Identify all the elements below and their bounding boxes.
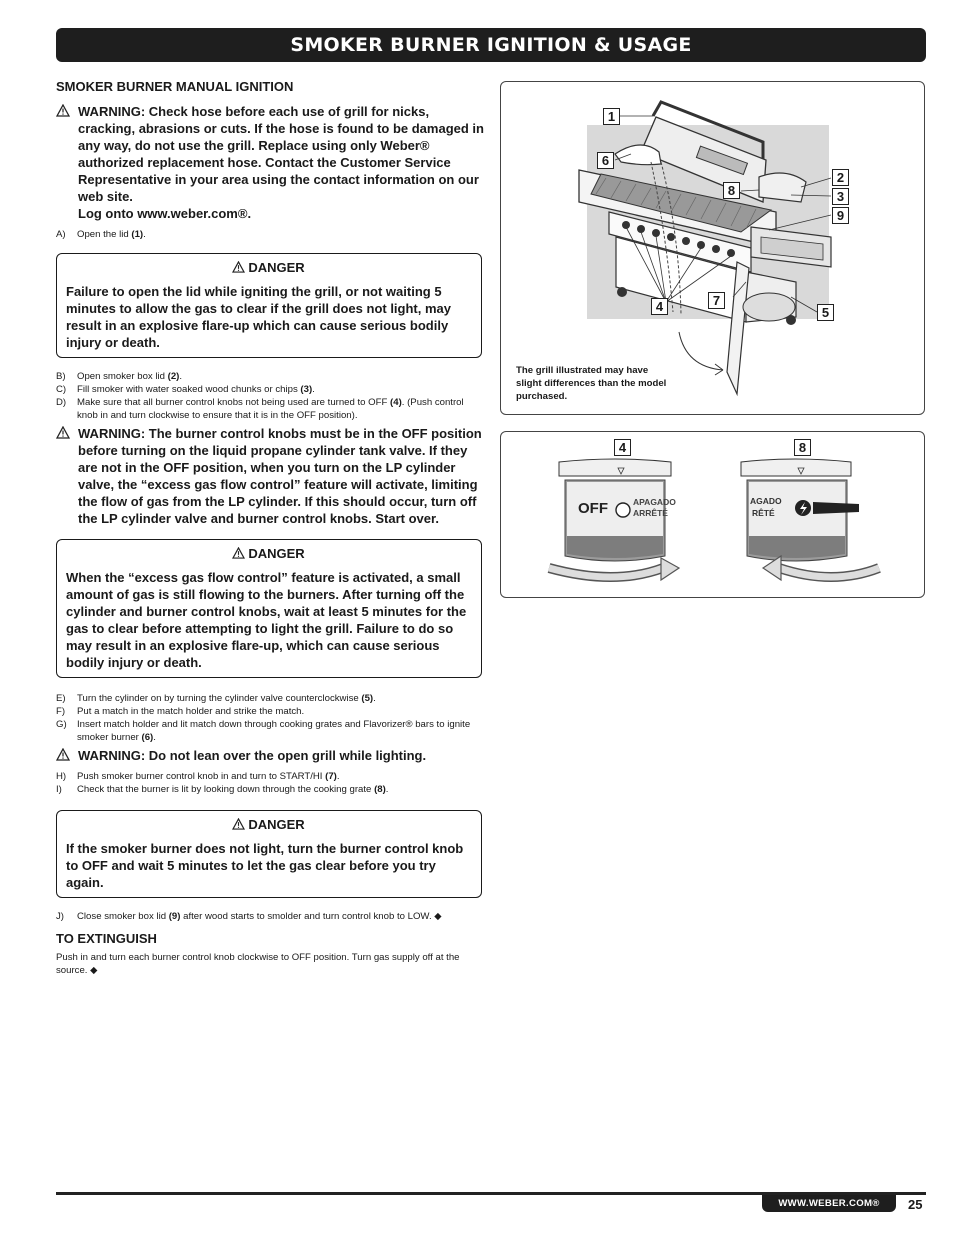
grill-illustration-figure xyxy=(500,81,925,415)
warning-triangle-icon xyxy=(56,748,70,761)
warning-triangle-icon xyxy=(232,547,245,559)
warning-lean-text: WARNING: Do not lean over the open grill while lighting. xyxy=(78,748,427,763)
step-text: Open smoker box lid xyxy=(77,371,168,382)
page-number: 25 xyxy=(908,1197,923,1212)
step-label: F) xyxy=(56,706,66,717)
step-end: . xyxy=(385,784,389,795)
step-ref: (3) xyxy=(300,384,313,395)
figure-note: The grill illustrated may have slight differences than the model purchased. xyxy=(516,365,667,402)
step-text: Fill smoker with water soaked wood chunks or chips xyxy=(77,384,301,395)
page-title: SMOKER BURNER IGNITION & USAGE xyxy=(290,34,692,56)
step-end: . xyxy=(143,229,146,240)
step-label: A) xyxy=(56,229,66,240)
knob-off-arrete: ARRÊTÉ xyxy=(633,508,668,518)
step-text: Turn the cylinder on by turning the cylinder valve counterclockwise xyxy=(77,693,362,704)
step-ref: (2) xyxy=(167,371,180,382)
step-end: after wood starts to smolder and turn control knob to LOW. ◆ xyxy=(180,911,442,922)
callout-6: 6 xyxy=(597,152,614,169)
step-label: J) xyxy=(56,911,64,922)
warning-knobs-text: WARNING: The burner control knobs must be in the OFF position before turning on the liquid propane cylinder tank valve. If they are not in the OFF position, when you turn on the LP cylinder valve, the “excess gas flow control” feature will activate, limiting the flow of gas from the LP cylinder. If this should occur, turn off the LP cylinder valve and burner control knobs. Start over. xyxy=(78,426,482,526)
section-title-manual-ignition: SMOKER BURNER MANUAL IGNITION xyxy=(56,79,294,94)
danger-heading-text: DANGER xyxy=(248,546,305,561)
instructions-column xyxy=(56,78,484,977)
danger-heading xyxy=(66,816,471,833)
warning-triangle-icon xyxy=(232,261,245,273)
callout-4: 4 xyxy=(651,298,668,315)
step-end: . xyxy=(179,371,183,382)
knob-start-rete: RÊTÉ xyxy=(752,508,775,518)
danger-box-lid xyxy=(56,253,482,358)
step-e xyxy=(56,692,484,705)
danger-text: When the “excess gas flow control” feature is activated, a small amount of gas is still flowing to the burners. After turning off the cylinder and burner control knobs, wait at least 5 minutes for the gas to clear before attempting to light the grill. Failure to do so may result in an explosive flare-up, which can cause serious bodily injury or death. xyxy=(66,570,467,670)
warning-triangle-icon xyxy=(232,818,245,830)
step-label: I) xyxy=(56,784,62,795)
knob-off-drawing xyxy=(545,458,685,598)
section-title-extinguish: TO EXTINGUISH xyxy=(56,931,157,946)
step-i xyxy=(56,783,484,796)
step-end: . xyxy=(336,771,340,782)
callout-1: 1 xyxy=(603,108,620,125)
step-text: Close smoker box lid xyxy=(77,911,169,922)
step-j xyxy=(56,910,484,923)
step-ref: (5) xyxy=(361,693,374,704)
warning-hose xyxy=(56,103,484,222)
step-end: . xyxy=(153,732,156,743)
danger-box-relight xyxy=(56,810,482,898)
step-label: B) xyxy=(56,371,66,382)
step-text: Open the lid xyxy=(77,229,132,240)
step-h xyxy=(56,770,484,783)
warning-hose-weblink: Log onto www.weber.com®. xyxy=(78,206,252,221)
footer-url-badge: WWW.WEBER.COM® xyxy=(762,1195,896,1212)
knob-start-agado: AGADO xyxy=(750,496,782,506)
page-header-bar xyxy=(56,28,926,62)
callout-7: 7 xyxy=(708,292,725,309)
step-label: D) xyxy=(56,397,67,408)
warning-knobs xyxy=(56,425,484,527)
knob-start-drawing xyxy=(733,458,883,598)
step-ref: (7) xyxy=(325,771,337,782)
control-knobs-figure xyxy=(500,431,925,598)
step-end: . (Push control knob in and turn clockwise to ensure that it is in the OFF position). xyxy=(77,397,464,421)
step-a xyxy=(56,228,484,241)
step-text: Push smoker burner control knob in and turn to START/HI xyxy=(77,771,326,782)
step-ref: (9) xyxy=(168,911,181,922)
step-text: Check that the burner is lit by looking down through the cooking grate xyxy=(77,784,375,795)
knob-off-label: OFF xyxy=(578,500,608,517)
danger-text: If the smoker burner does not light, turn the burner control knob to OFF and wait 5 minutes to let the gas clear before you try again. xyxy=(66,841,464,890)
step-text: Insert match holder and lit match down through cooking grates and Flavorizer® bars to ignite smoker burner xyxy=(77,719,471,743)
warning-hose-text: WARNING: Check hose before each use of grill for nicks, cracking, abrasions or cuts. If the hose is found to be damaged in any way, do not use the grill. Replace using only Weber® authorized replacement hose. Contact the Customer Service Representative in your area using the contact information on our web site. xyxy=(78,104,484,204)
danger-box-excess-flow xyxy=(56,539,482,678)
danger-text: Failure to open the lid while igniting the grill, or not waiting 5 minutes to allow the gas to clear if the grill does not light, may result in an explosive flare-up which can cause serious bodily injury or death. xyxy=(66,284,451,350)
step-label: E) xyxy=(56,693,66,704)
step-ref: (4) xyxy=(390,397,402,408)
step-end: . xyxy=(312,384,315,395)
warning-triangle-icon xyxy=(56,104,70,117)
extinguish-text: Push in and turn each burner control knob clockwise to OFF position. Turn gas supply off at the source. ◆ xyxy=(56,952,460,976)
step-b xyxy=(56,370,484,383)
callout-2: 2 xyxy=(832,169,849,186)
callout-3: 3 xyxy=(832,188,849,205)
callout-5: 5 xyxy=(817,304,834,321)
danger-heading xyxy=(66,259,471,276)
step-label: C) xyxy=(56,384,67,395)
step-c xyxy=(56,383,484,396)
step-g xyxy=(56,718,484,744)
danger-heading xyxy=(66,545,471,562)
warning-lean xyxy=(56,747,484,764)
callout-8: 8 xyxy=(723,182,740,199)
step-ref: (6) xyxy=(141,732,154,743)
danger-heading-text: DANGER xyxy=(248,260,305,275)
step-label: H) xyxy=(56,771,67,782)
step-text: Make sure that all burner control knobs not being used are turned to OFF xyxy=(77,397,391,408)
step-d xyxy=(56,396,484,422)
step-f xyxy=(56,705,484,718)
step-label: G) xyxy=(56,719,67,730)
knob-off-apagado: APAGADO xyxy=(633,497,676,507)
warning-triangle-icon xyxy=(56,426,70,439)
callout-4: 4 xyxy=(614,439,631,456)
callout-8: 8 xyxy=(794,439,811,456)
step-ref: (8) xyxy=(374,784,386,795)
step-text: Put a match in the match holder and strike the match. xyxy=(77,706,305,717)
callout-9: 9 xyxy=(832,207,849,224)
step-end: . xyxy=(373,693,376,704)
danger-heading-text: DANGER xyxy=(248,817,305,832)
step-ref: (1) xyxy=(131,229,144,240)
